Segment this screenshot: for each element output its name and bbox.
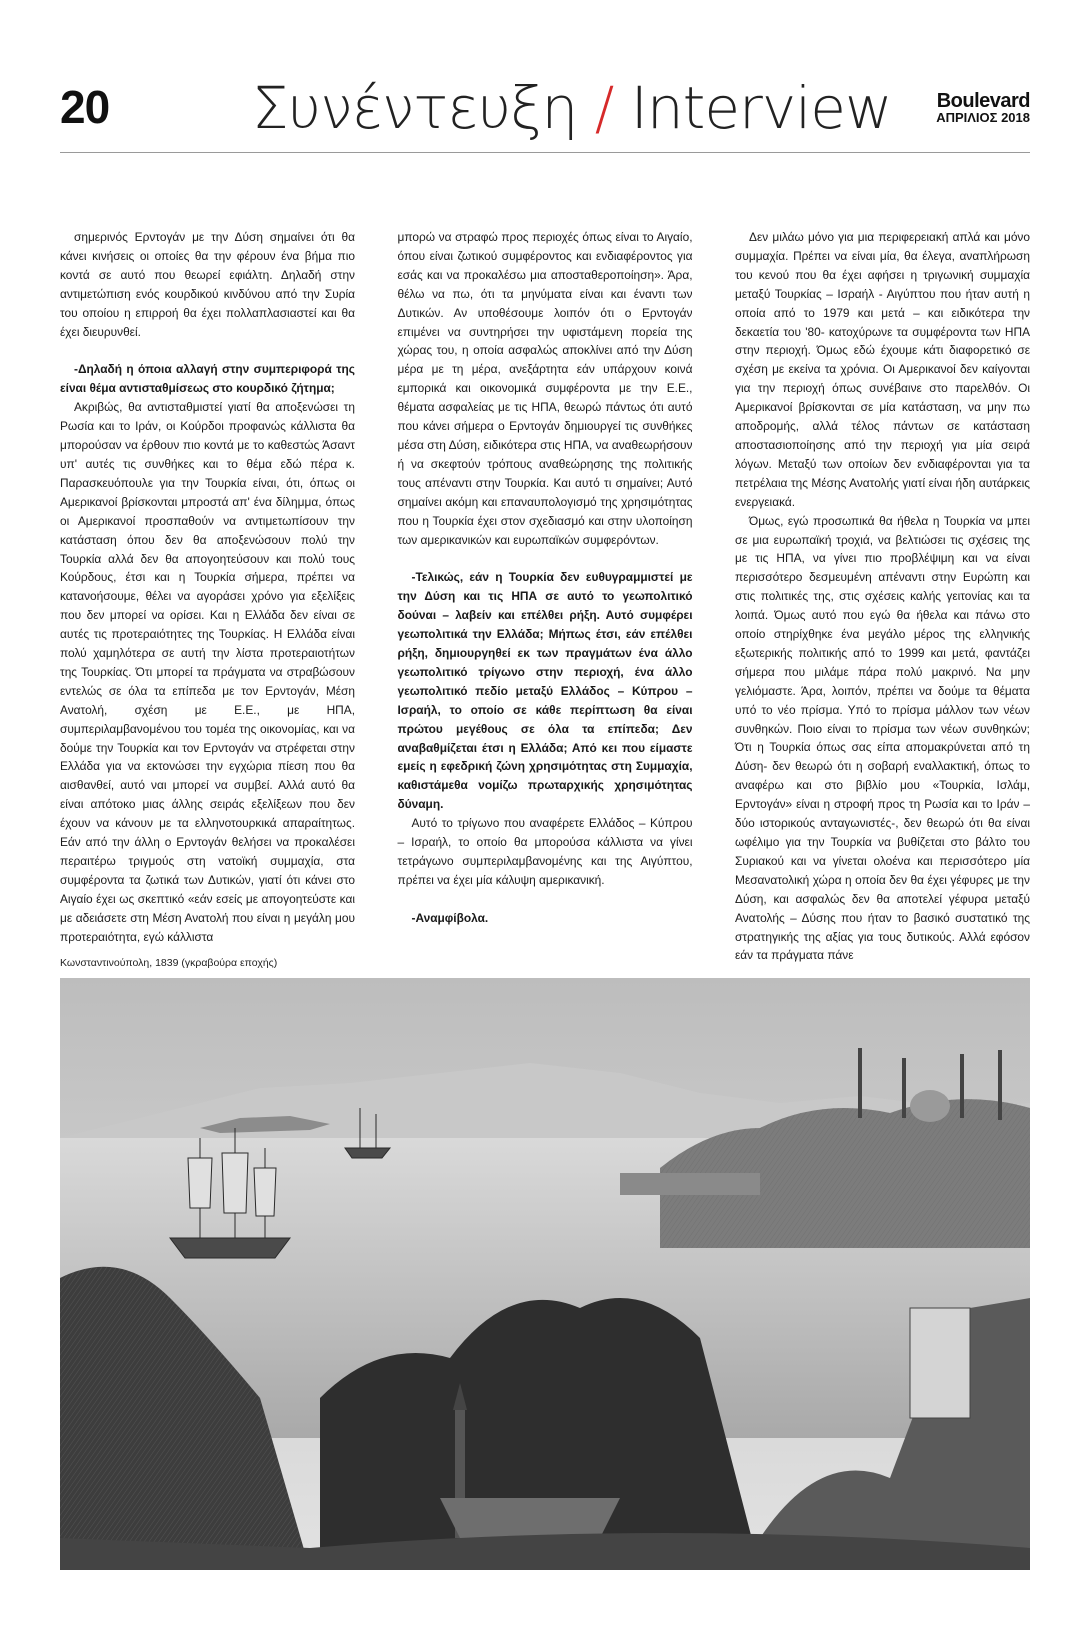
- figure-caption: Κωνσταντινούπολη, 1839 (γκραβούρα εποχής): [60, 957, 278, 969]
- section-title-separator: /: [577, 74, 631, 142]
- answer-paragraph: σημερινός Ερντογάν με την Δύση σημαίνει ότι θα κάνει κινήσεις οι οποίες θα την φέρουν ένα βήμα πιο κοντά σε αυτό που θεωρεί εφιάλτη. Δηλαδή στην αντιμετώπιση ενός κουρδικού κινδύνου από την Συρία του οποίου η επιρροή θα έχει πολλαπλασιαστεί και θα έχει διευρυνθεί.: [60, 230, 355, 339]
- answer-paragraph: Ακριβώς, θα αντισταθμιστεί γιατί θα αποξενώσει τη Ρωσία και το Ιράν, οι Κούρδοι προφανώς κάλλιστα θα μπορούσαν να έρθουν πιο κοντά με το καθεστώς Άσαντ υπ' αυτές τις συνθήκες και το θέμα εδώ πέρα κ. Παρασκευόπουλε για την Τουρκία είναι, ότι, όπως οι Αμερικανοί βρίσκονται μπροστά απ' ένα δίλημμα, όπως οι Αμερικανοί προσπαθούν να αντιμετωπίσουν την κατάσταση όπου δεν θα αποξενώσουν πολύ την Τουρκία αλλά δεν θα απογοητεύσουν και πολύ τους Κούρδους, έτσι και η Τουρκία σήμερα, πρέπει να κατανοήσουμε, θέλει να αγοράσει χρόνο για εξελίξεις που δεν μπορεί να ορίσει. Και η Ελλάδα δεν είναι σε αυτές τις προτεραιότητες της Τουρκίας. Η Ελλάδα είναι πολύ χαμηλότερα σε αυτή την λίστα προτεραιοτήτων της Τουρκίας. Ότι μπορεί τα πράγματα να στραβώσουν εντελώς σε όλα τα επίπεδα με τον Ερντογάν, Μέση Ανατολή, σχέση με Ε.Ε., με ΗΠΑ, συμπεριλαμβανομένου του τομέα της οικονομίας, και να δούμε την Τουρκία και τον Ερντογάν να στρέφεται στην Ελλάδα για να εκτονώσει την εγχώρια πίεση που θα αισθανθεί, αυτό ναι μπορεί να συμβεί. Αλλά αυτό θα είναι απότοκο μιας άλλης σειράς εξελίξεων που δεν έχουν να κάνουν με τα ελληνοτουρκικά απαραίτητως. Εάν από την άλλη ο Ερντογάν θελήσει να προκαλέσει περαιτέρω τριγμούς στη νατοϊκή συμμαχία, στα συμφέροντα τα ζωτικά των Δυτικών, γιατί ότι κάνει στο Αιγαίο έχει ως σκεπτικό «εάν εσείς με απογοητεύστε και με αδειάσετε στη Μέση Ανατολή που είναι η μεγάλη μου προτεραιότητα, εγώ κάλλιστα: [60, 400, 355, 944]
- interview-question: -Δηλαδή η όποια αλλαγή στην συμπεριφορά της είναι θέμα αντισταθμίσεως στο κουρδικό ζήτημα;: [60, 362, 355, 396]
- article-column-2: [398, 228, 693, 924]
- waterfront-palace: [620, 1173, 760, 1195]
- foreground-house: [440, 1498, 620, 1538]
- article-column-3: [735, 228, 1030, 963]
- page-header: [60, 74, 1030, 152]
- header-divider: [60, 152, 1030, 153]
- white-tower-house: [910, 1308, 970, 1418]
- minaret: [858, 1048, 862, 1118]
- magazine-brand: [936, 92, 1030, 126]
- article-column-1: [60, 228, 355, 944]
- issue-date: ΑΠΡΙΛΙΟΣ 2018: [936, 110, 1030, 125]
- interview-question: -Τελικώς, εάν η Τουρκία δεν ευθυγραμμιστεί με την Δύση και τις ΗΠΑ σε αυτό το γεωπολιτικό δούναι – λαβείν και επέλθει ρήξη. Αυτό συμφέρει γεωπολιτικά την Ελλάδα; Μήπως έτσι, εάν επέλθει ρήξη, δημιουργηθεί εκ των πραγμάτων ένα άλλο γεωπολιτικό τρίγωνο στην περιοχή, ένα άλλο γεωπολιτικό πεδίο μεταξύ Ελλάδος – Κύπρου – Ισραήλ, το οποίο σε κάθε περίπτωση θα είναι πρώτου μεγέθους σε όλα τα επίπεδα; Δεν αναβαθμίζεται έτσι η Ελλάδα; Από κει που είμαστε εμείς η εφεδρική ζώνη χρησιμότητας στη Συμμαχία, καθιστάμεθα νομίζω πρωταρχικής χρησιμότητας δύναμη.: [397, 570, 693, 812]
- section-title-english: Interview: [630, 74, 892, 142]
- mosque-dome: [910, 1090, 950, 1122]
- section-title-greek: Συνέντευξη: [252, 74, 578, 142]
- section-title: [252, 74, 891, 142]
- engraving-illustration: [60, 978, 1030, 1570]
- constantinople-engraving: [60, 978, 1030, 1570]
- page-number: 20: [60, 81, 110, 133]
- answer-paragraph: Δεν μιλάω μόνο για μια περιφερειακή απλά και μόνο συμμαχία. Πρέπει να είναι μία, θα έλεγα, αναπλήρωση του κενού που θα έχει αφήσει η τριγωνική συμμαχία μεταξύ Τουρκίας – Ισραήλ - Αιγύπτου που ήταν αυτή η οποία από το 1979 και μετά – και ειδικότερα την δεκαετία του '80- κατοχύρωνε τα συμφέροντα των ΗΠΑ στην περιοχή. Όμως εδώ έχουμε κάτι διαφορετικό σε σχέση με εκείνα τα χρόνια. Οι Αμερικανοί δεν καίγονται για την περιοχή όπως συνέβαινε στο παρελθόν. Οι Αμερικανοί βρίσκονται σε μία κατάσταση, να μην πω αποδρομής, αλλά τέλος πάντων σε κατάσταση αποστασιοποίησης από την περιοχή για μία σειρά λόγων. Μεταξύ των οποίων δεν ενδιαφέρονται για τα πετρέλαια της Μέσης Ανατολής γιατί είναι ήδη αυτάρκεις ενεργειακά.: [735, 230, 1030, 509]
- answer-paragraph: Όμως, εγώ προσωπικά θα ήθελα η Τουρκία να μπει σε μια ευρωπαϊκή τροχιά, να βελτιώσει τις σχέσεις της με τις ΗΠΑ, να γίνει πιο προβλέψιμη και να είναι περισσότερο δεσμευμένη απέναντι στην Ευρώπη και στις πολιτικές της, στις σχέσεις καλής γειτονίας και τα λοιπά. Όμως αυτό που εγώ θα ήθελα και πάνω στο οποίο στηρίχθηκε ένα μεγάλο μέρος της ελληνικής εξωτερικής πολιτικής από το 1999 και μετά, φαντάζει σήμερα που μιλάμε πάρα πολύ μακρινό. Να μην γελιόμαστε. Άρα, λοιπόν, πρέπει να δούμε τα θέματα υπό το νέο πρίσμα. Υπό το πρίσμα μάλλον των νέων συνθηκών. Ποιο είναι το πρίσμα των νέων συνθηκών; Ότι η Τουρκία όπως σας είπα απομακρύνεται από τη Δύση- δεν θεωρώ ότι η σοβαρή εναλλακτική, όπως το αναφέρω και στο βιβλίο μου «Τουρκία, Ισλάμ, Ερντογάν» είναι η στροφή προς τη Ρωσία και το Ιράν – δύο ιστορικούς ανταγωνιστές-, δεν θεωρώ ότι θα είναι ωφέλιμο για την Τουρκία να βυθίζεται στο βάλτο του Συριακού και να γίνεται ολοένα και περισσότερο μία Μεσανατολική χώρα η οποία δεν θα έχει γέφυρες με την Δύση, και ασφαλώς δεν θα αποτελεί γέφυρα μεταξύ Ανατολής – Δύσης που ήταν το βασικό συστατικό της στρατηγικής της αξίας για τους δυτικούς. Αλλά εφόσον εάν τα πράγματα πάνε: [735, 513, 1030, 963]
- answer-paragraph: μπορώ να στραφώ προς περιοχές όπως είναι το Αιγαίο, όπου είναι ζωτικού συμφέροντος και ενδιαφέροντος για εσάς και να προκαλέσω μια αποσταθεροποίηση». Άρα, θέλω να πω, ότι τα μηνύματα είναι και έναντι των Δυτικών. Αν υποθέσουμε λοιπόν ότι ο Ερντογάν επιμένει να συντηρήσει την υφιστάμενη πορεία της χώρας του, η οποία ασφαλώς αποκλίνει από την Δύση μέρα με τη μέρα, ανεξάρτητα εάν υπάρχουν κοινά εμπορικά και οικονομικά συμφέροντα με την Ε.Ε., θέματα ασφαλείας με τις ΗΠΑ, θεωρώ πάντως ότι αυτό που κάνει σήμερα ο Ερντογάν δημιουργεί τις συνθήκες μέσα στη Δύση, ειδικότερα στις ΗΠΑ, να αναθεωρήσουν ή να σκεφτούν τρόπους αναθεώρησης της πολιτικής τους απέναντι στην Τουρκία. Και αυτό τι σημαίνει; Αυτό σημαίνει ακόμη και επαναυπολογισμό της χρησιμότητας που η Τουρκία έχει στον σχεδιασμό και στην υλοποίηση των αμερικανικών και ευρωπαϊκών συμφερόντων.: [397, 230, 693, 547]
- interview-question: -Αναμφίβολα.: [411, 910, 489, 925]
- answer-paragraph: Αυτό το τρίγωνο που αναφέρετε Ελλάδος – Κύπρου – Ισραήλ, το οποίο θα μπορούσα κάλλιστα να γίνει τετράγωνο συμπεριλαμβανομένης και της Αιγύπτου, πρέπει να έχει μία κάλυψη αμερικανική.: [397, 816, 693, 887]
- brand-logo: Boulevard: [936, 90, 1030, 112]
